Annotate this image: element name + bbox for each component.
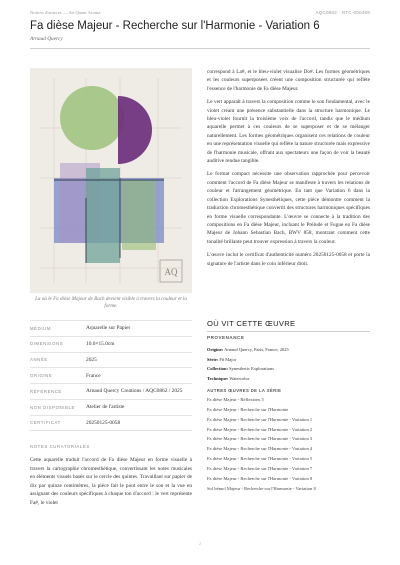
series-work-link[interactable]: Fa dièse Majeur - Recherche sur l'Harmonie - Variation 4	[207, 446, 313, 452]
artwork-caption: La où le Fa dièse Majeur de Bach devient visible à travers la couleur et la forme.	[35, 296, 187, 309]
artist-name: Arnaud Quercy	[30, 36, 63, 42]
meta-row-origin: ORIGINE France	[30, 367, 192, 383]
meta-row-dimensions: DIMENSIONS 10.0×15.0cm	[30, 336, 192, 352]
series-works-heading: AUTRES ŒUVRES DE LA SÉRIE	[207, 388, 282, 393]
artwork-image	[30, 68, 192, 293]
series-work-link[interactable]: Fa dièse Majeur - Recherche sur l'Harmonie - Variation 2	[207, 426, 313, 432]
section-divider	[207, 331, 370, 332]
series-work-link[interactable]: Sol bémol Majeur - Recherche sur l'Harmonie - Variation 8	[207, 485, 316, 491]
body-paragraph: Le format compact nécessite une observation rapprochée pour percevoir comment l'accord de Fa dièse Majeur se manifeste à travers les relations de couleur et l'arrangement géométrique. En tant que Variation 6 dans la collection Explorations Synesthétiques, cette pièce démontre comment la traduction chromesthétique convertit des structures harmoniques spécifiques en forme visuelle correspondante. L'œuvre se connecte à la tradition des compositions en Fa dièse Majeur, incluant le Prélude et Fugue en Fa dièse Majeur de Johann Sebastian Bach, BWV 858, montrant comment cette tonalité brillante peut trouver expression à travers la couleur.	[207, 171, 370, 245]
curatorial-notes-text: Cette aquarelle traduit l'accord de Fa dièse Majeur en forme visuelle à travers la cartographie chromesthétique, convertissant les notes musicales en éléments visuels basés sur le cercle des quintes. Travaillant sur papier de dix par quinze centimètres, la pièce fait le pont entre le son et la vue en assignant des couleurs spécifiques à chaque ton d'accord : le vert représente Fa#, le violet	[30, 457, 192, 506]
site-name: Notices d'œuvres — Art Quant Aroma	[30, 10, 101, 15]
reference-code: AQC0862 · NTC-000459	[315, 10, 370, 15]
body-paragraph: L'œuvre inclut le certificat d'authenticité numéro 20250125-0058 et porte la signature de l'artiste dans le coin inférieur droit.	[207, 252, 370, 267]
series-works-list	[207, 395, 370, 493]
provenance-heading: PROVENANCE	[207, 335, 245, 340]
header-divider	[30, 48, 370, 49]
series-work-link[interactable]: Fa dièse Majeur - Recherche sur l'Harmonie - Variation 8	[207, 475, 313, 481]
page-title: Fa dièse Majeur - Recherche sur l'Harmonie - Variation 6	[30, 20, 320, 32]
top-bar	[30, 10, 370, 15]
meta-row-medium: MÉDIUM Aquarelle sur Papier	[30, 320, 192, 336]
meta-row-year: ANNÉE 2025	[30, 352, 192, 368]
description-body	[207, 68, 370, 273]
series-work-link[interactable]: Fa dièse Majeur - Réflexions 5	[207, 397, 264, 402]
metadata-table	[30, 320, 192, 431]
location-heading: OÙ VIT CETTE ŒUVRE	[207, 319, 296, 328]
provenance-list	[207, 345, 370, 383]
body-paragraph: Le vert apparaît à travers la composition comme le son fondamental, avec le violet créant une présence substantielle dans la structure harmonique. Le bleu-violet fournit la troisième voix de l'accord, tandis que le médium aquarelle permet à ces couleurs de se superposer et de se mélanger naturellement. Les formes géométriques organisent ces relations de couleur en une représentation visuelle qui reflète la nature structurée mais expressive de l'harmonie musicale, offrant aux spectateurs une façon de voir la beauté auditive rendue tangible.	[207, 99, 370, 165]
curatorial-notes-heading: NOTES CURATORIALES	[30, 444, 90, 449]
meta-row-certificate: CERTIFICAT 20250125-0058	[30, 415, 192, 432]
provenance-series: Série: F# Major	[207, 356, 237, 362]
meta-row-availability: NON DISPONIBLE Atelier de l'artiste	[30, 399, 192, 415]
meta-row-reference: RÉFÉRENCE Arnaud Quercy Creations / AQC0862 / 2025	[30, 383, 192, 399]
series-work-link[interactable]: Fa dièse Majeur - Recherche sur l'Harmonie - Variation 3	[207, 436, 313, 442]
artwork-watercolor	[30, 68, 192, 293]
provenance-collection: Collection: Synesthetic Explorations	[207, 366, 274, 371]
svg-text:AQ: AQ	[164, 267, 178, 277]
provenance-origin: Origine: Arnaud Quercy, Paris, France, 2025	[207, 347, 289, 352]
series-work-link[interactable]: Fa dièse Majeur - Recherche sur l'Harmonie - Variation 5	[207, 456, 313, 462]
series-work-link[interactable]: Fa dièse Majeur - Recherche sur l'Harmonie	[207, 406, 289, 412]
body-paragraph: correspond à La#, et le bleu-violet visualise Do#. Les formes géométriques et les couleurs superposées créent une composition structurée qui reflète l'essence de l'harmonie de Fa dièse Majeur.	[207, 69, 370, 92]
series-work-link[interactable]: Fa dièse Majeur - Recherche sur l'Harmonie - Variation 1	[207, 416, 313, 422]
page-number: 2	[199, 541, 201, 546]
series-work-link[interactable]: Fa dièse Majeur - Recherche sur l'Harmonie - Variation 7	[207, 465, 313, 471]
provenance-technique: Technique: Watercolor	[207, 375, 250, 381]
